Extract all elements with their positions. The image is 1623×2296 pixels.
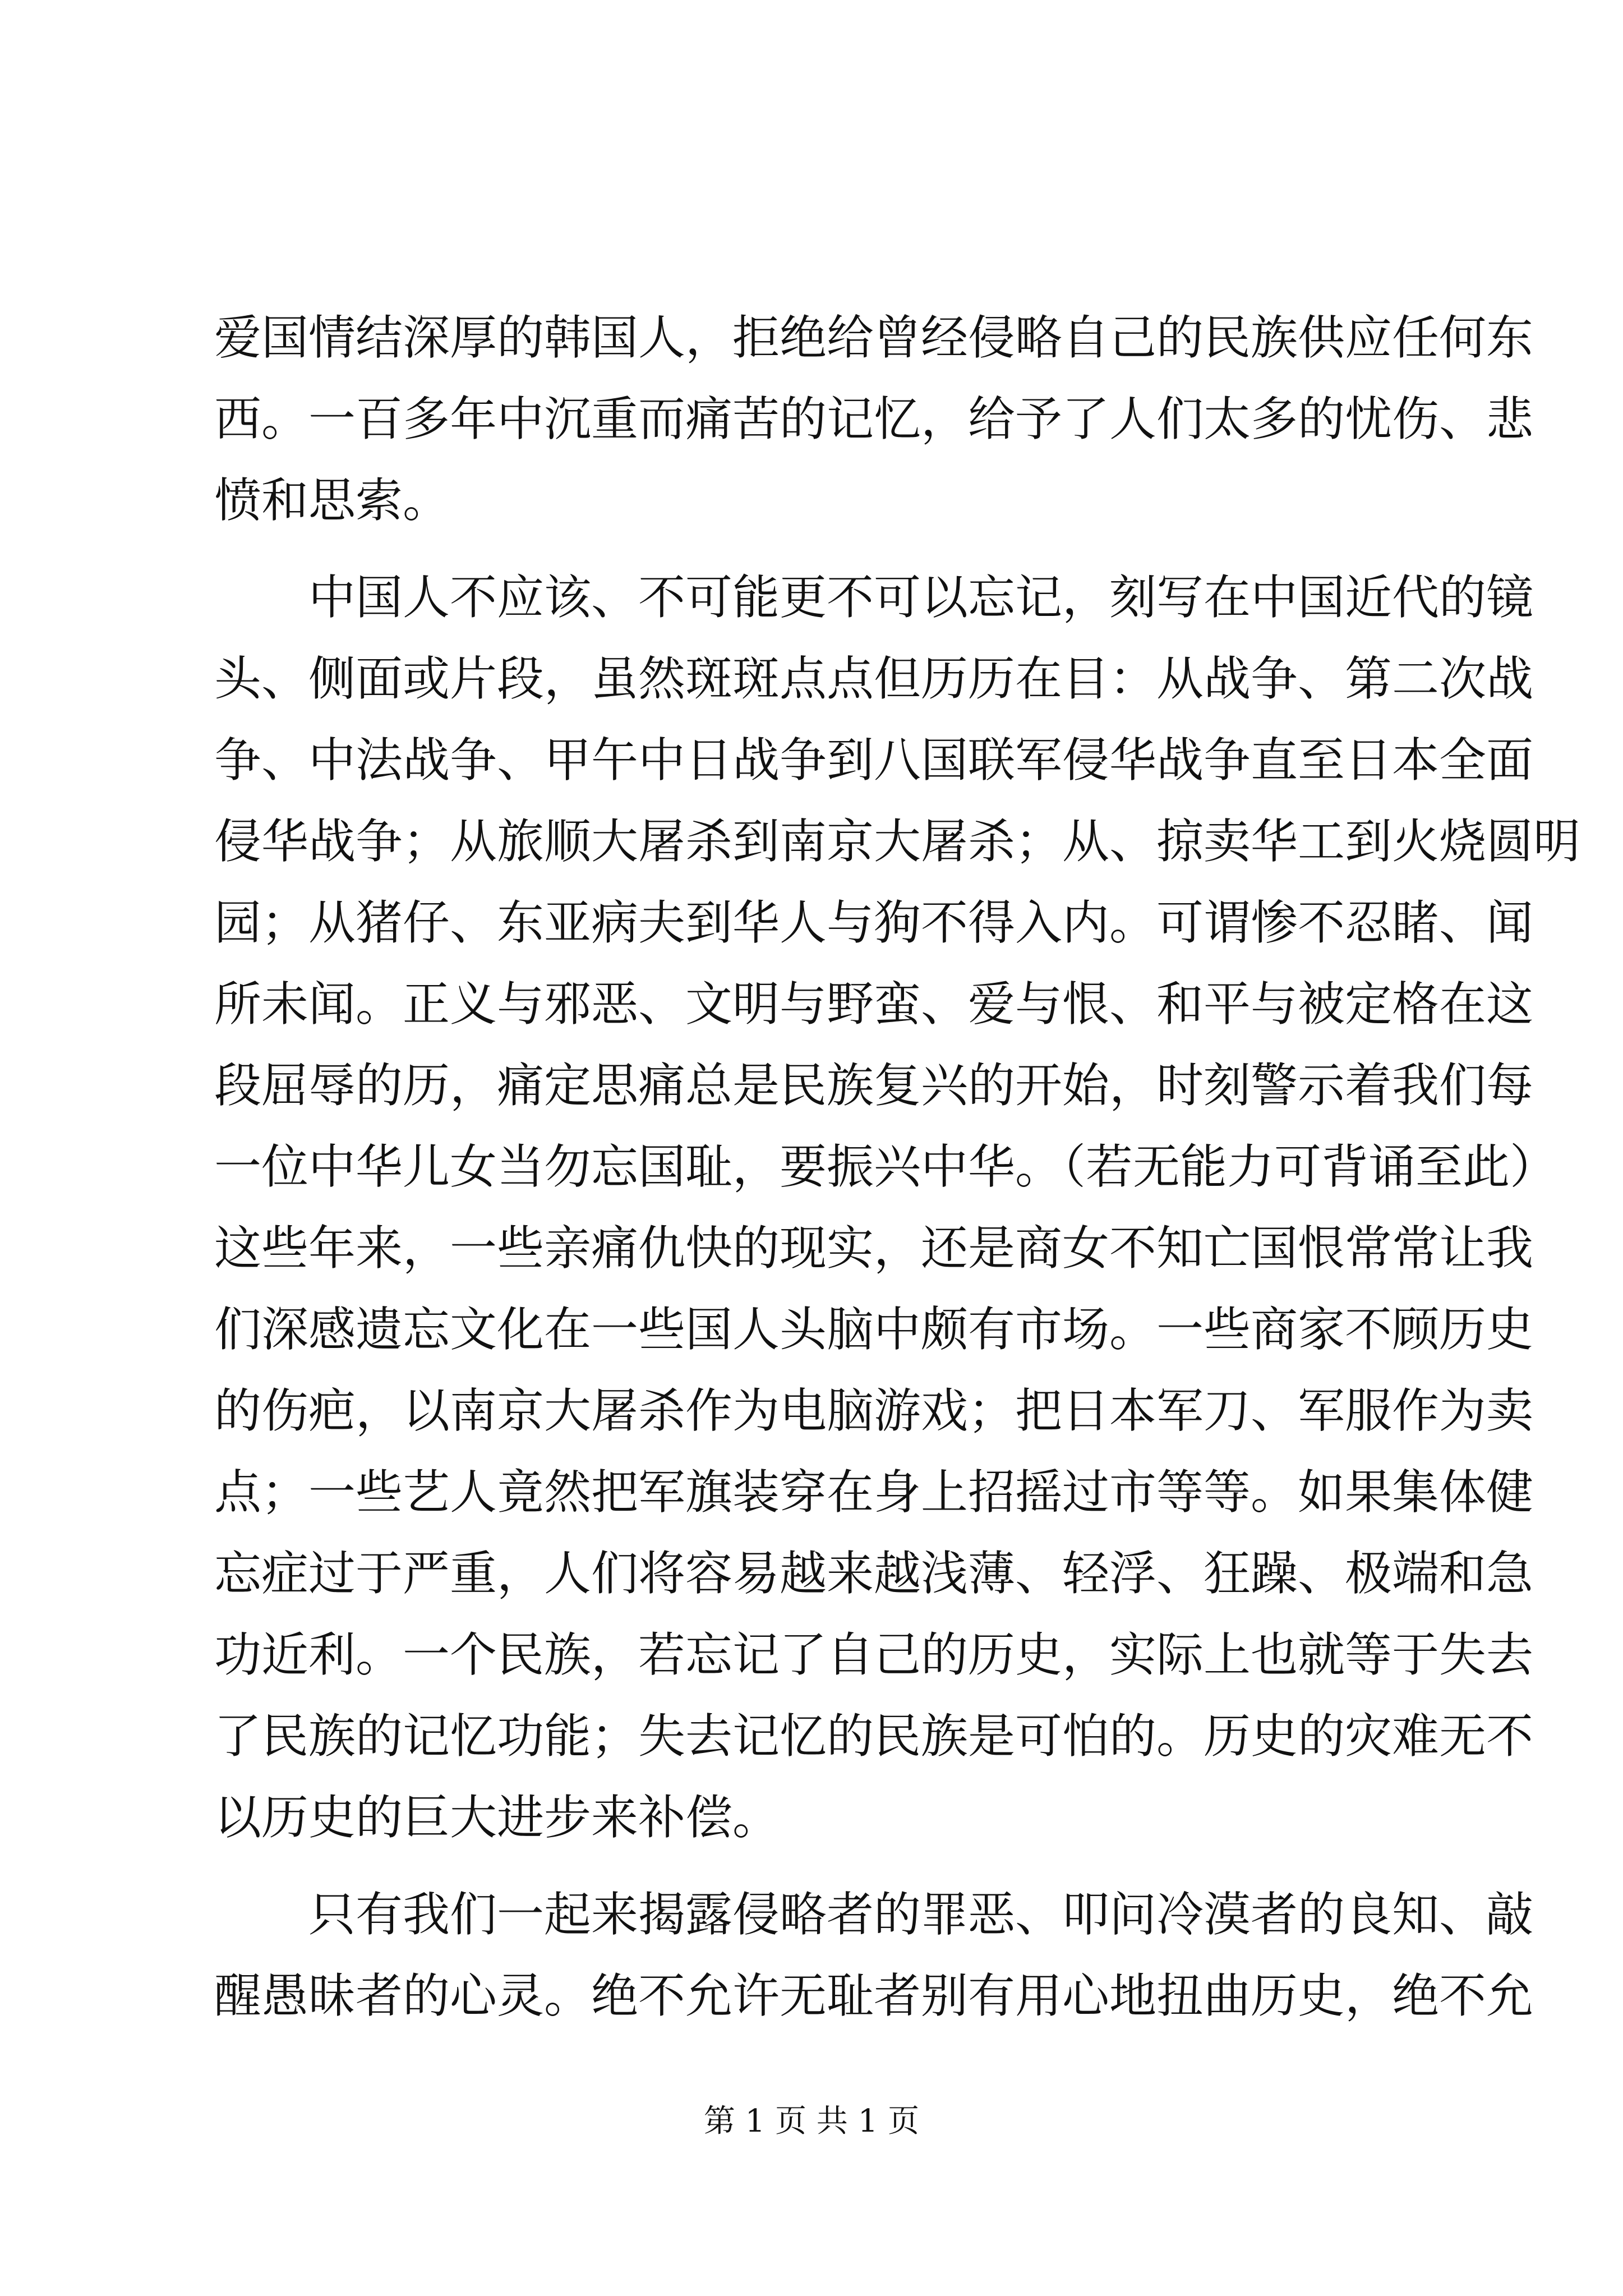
text-line: 爱国情结深厚的韩国人，拒绝给曾经侵略自己的民族供应任何东: [214, 310, 1534, 365]
text-line: 头、侧面或片段，虽然斑斑点点但历历在目：从战争、第二次战: [214, 651, 1534, 706]
text-line: 所未闻。正义与邪恶、文明与野蛮、爱与恨、和平与被定格在这: [214, 977, 1534, 1032]
text-line: 中国人不应该、不可能更不可以忘记，刻写在中国近代的镜: [214, 570, 1534, 625]
page-footer: 第 1 页 共 1 页: [703, 2103, 920, 2139]
text-line: 以历史的巨大进步来补偿。: [214, 1790, 780, 1845]
text-line: 们深感遗忘文化在一些国人头脑中颇有市场。一些商家不顾历史: [214, 1302, 1534, 1357]
text-line: 段屈辱的历，痛定思痛总是民族复兴的开始，时刻警示着我们每: [214, 1058, 1534, 1113]
text-line: 侵华战争；从旅顺大屠杀到南京大屠杀；从、掠卖华工到火烧圆明: [214, 814, 1581, 869]
text-line: 愤和思索。: [214, 473, 450, 528]
text-line: 醒愚昧者的心灵。绝不允许无耻者别有用心地扭曲历史，绝不允: [214, 1968, 1534, 2023]
paragraph-gap: [214, 541, 1414, 557]
paragraph-2: [214, 557, 1581, 1858]
paragraph-gap: [214, 1858, 1414, 1874]
text-line: 的伤疤，以南京大屠杀作为电脑游戏；把日本军刀、军服作为卖: [214, 1383, 1534, 1438]
text-line: 西。一百多年中沉重而痛苦的记忆，给予了人们太多的忧伤、悲: [214, 392, 1534, 447]
document-body: [214, 297, 1581, 2037]
text-line: 点；一些艺人竟然把军旗装穿在身上招摇过市等等。如果集体健: [214, 1465, 1534, 1520]
text-line: 争、中法战争、甲午中日战争到八国联军侵华战争直至日本全面: [214, 733, 1534, 788]
text-line: 了民族的记忆功能；失去记忆的民族是可怕的。历史的灾难无不: [214, 1709, 1534, 1764]
text-line: 一位中华儿女当勿忘国耻，要振兴中华。（若无能力可背诵至此）: [214, 1139, 1557, 1194]
text-line: 忘症过于严重，人们将容易越来越浅薄、轻浮、狂躁、极端和急: [214, 1546, 1534, 1601]
text-line: 只有我们一起来揭露侵略者的罪恶、叩问冷漠者的良知、敲: [214, 1887, 1534, 1942]
text-line: 功近利。一个民族，若忘记了自己的历史，实际上也就等于失去: [214, 1627, 1534, 1682]
text-line: 园；从猪仔、东亚病夫到华人与狗不得入内。可谓惨不忍睹、闻: [214, 895, 1534, 950]
paragraph-3: [214, 1874, 1534, 2037]
text-line: 这些年来，一些亲痛仇快的现实，还是商女不知亡国恨常常让我: [214, 1221, 1534, 1276]
paragraph-1: [214, 297, 1534, 541]
